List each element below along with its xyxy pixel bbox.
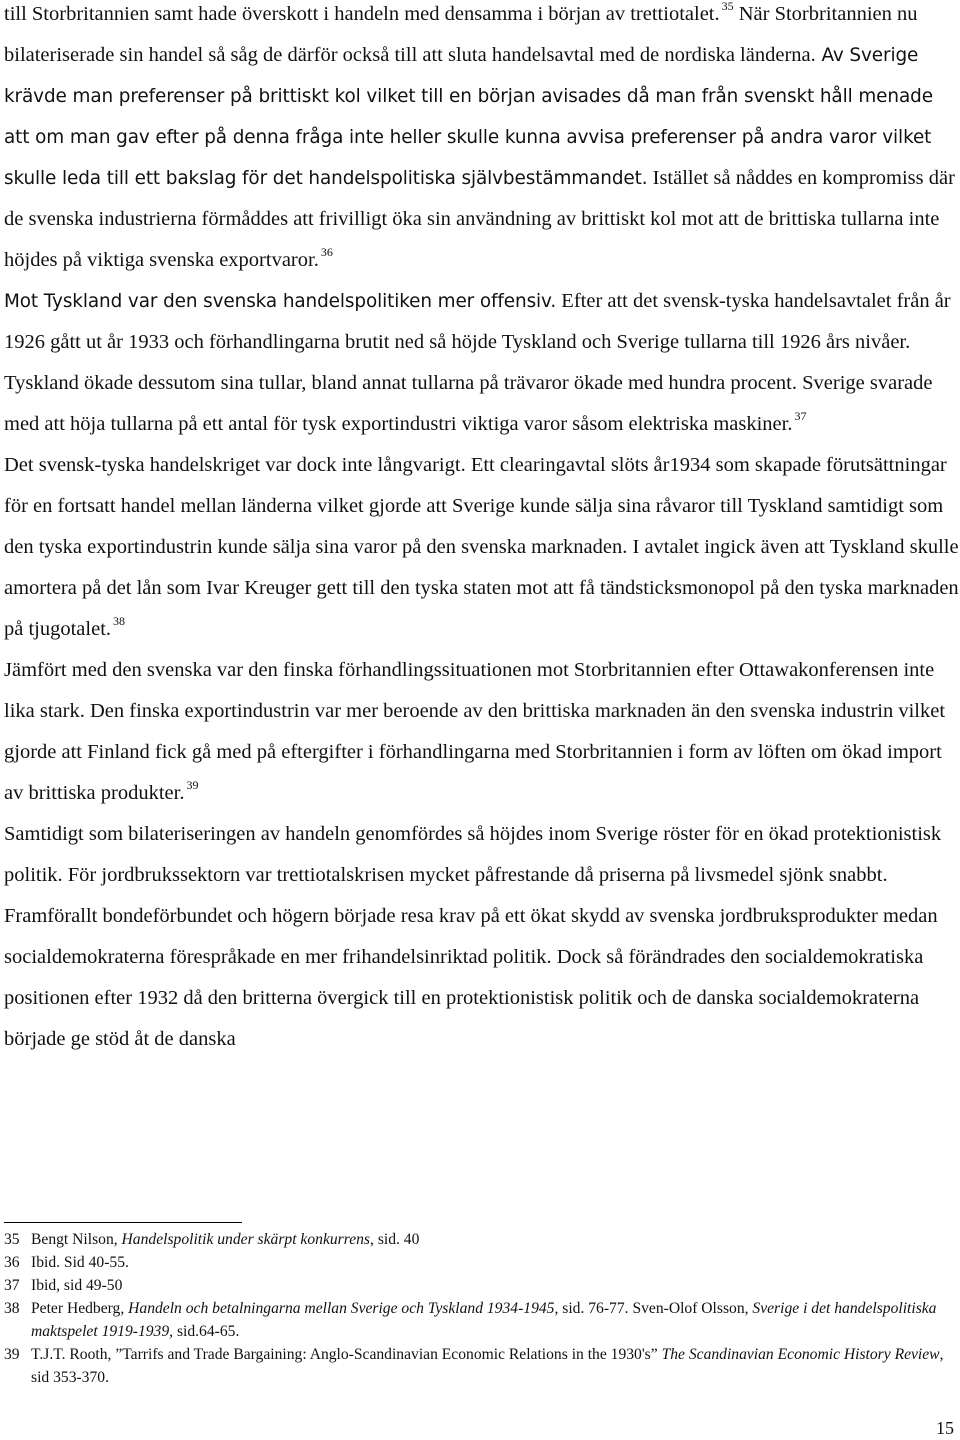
- footnote-title-2: Sverige i det handelspolitiska maktspelet 1919-1939,: [31, 1300, 937, 1340]
- paragraph-1-sentence-1: till Storbritannien samt hade överskott i handeln med densamma i början av trettiotalet.: [4, 3, 720, 25]
- footnote-citation-end: , sid 353-370.: [31, 1346, 944, 1386]
- footnote-35: [4, 1228, 960, 1251]
- body-text: [4, 0, 960, 1060]
- footnote-text: Ibid, sid 49-50: [31, 1277, 123, 1294]
- paragraph-1-sentence-3: Av Sverige krävde man preferenser på brittiskt kol vilket till en början avisades då man från svenskt håll menade att om man gav efter på denna fråga inte heller skulle kunna avvisa preferenser på andra varor vilket skulle leda till ett bakslag för det handelspolitiska självbestämmandet.: [4, 45, 933, 189]
- footnote-37: [4, 1274, 960, 1297]
- footnote-title: Handelspolitik under skärpt konkurrens: [121, 1231, 371, 1248]
- footnote-text: [31, 1228, 960, 1251]
- footnote-number: 35: [4, 1231, 20, 1248]
- paragraph-4-text: Jämfört med den svenska var den finska förhandlingssituationen mot Storbritannien efter Ottawakonferensen inte lika stark. Den finska exportindustrin var mer beroende av den brittiska marknaden än den svenska industrin vilket gjorde att Finland fick gå med på eftergifter i förhandlingarna med Storbritannien i form av löften om ökad import av brittiska produkter.: [4, 659, 946, 804]
- footnote-number: 39: [4, 1346, 20, 1363]
- footnote-ref-36: 36: [320, 244, 333, 259]
- paragraph-2: [4, 281, 960, 445]
- footnote-text: [31, 1297, 960, 1343]
- paragraph-2-sentence-1: Mot Tyskland var den svenska handelspolitiken mer offensiv.: [4, 291, 557, 312]
- footnote-ref-39: 39: [186, 777, 199, 792]
- paragraph-2-text: Efter att det svensk-tyska handelsavtalet från år 1926 gått ut år 1933 och förhandlingarna brutit ned så höjde Tyskland och Sverige tullarna till 1926 års nivåer. Tyskland ökade dessutom sina tullar, bland annat tullarna på trävaror ökade med hundra procent. Sverige svarade med att höja tullarna på ett antal för tysk exportindustri viktiga varor såsom elektriska maskiner.: [4, 290, 951, 435]
- footnote-title: The Scandinavian Economic History Review: [661, 1346, 940, 1363]
- paragraph-1-sentence-2: När Storbritannien nu bilateriserade sin handel så såg de därför också till att sluta handelsavtal med de nordiska länderna.: [4, 3, 918, 66]
- footnote-citation: Peter Hedberg,: [31, 1300, 129, 1317]
- footnote-text: [31, 1343, 960, 1389]
- footnote-ref-35: 35: [721, 0, 734, 13]
- footnote-39: [4, 1343, 960, 1389]
- footnote-divider: [4, 1222, 242, 1223]
- paragraph-3-text: Det svensk-tyska handelskriget var dock inte långvarigt. Ett clearingavtal slöts år1934 som skapade förutsättningar för en fortsatt handel mellan länderna vilket gjorde att Sverige kunde sälja sina råvaror till Tyskland samtidigt som den tyska exportindustrin kunde sälja sina varor på den svenska marknaden. I avtalet ingick även att Tyskland skulle amortera på det lån som Ivar Kreuger gett till den tyska staten mot att få tändsticksmonopol på den tyska marknaden på tjugotalet.: [4, 454, 959, 640]
- paragraph-1-sentence-4: Istället så nåddes en kompromiss där de svenska industrierna förmåddes att frivilligt öka sin användning av brittiskt kol mot att de brittiska tullarna inte höjdes på viktiga svenska exportvaror.: [4, 167, 955, 271]
- footnote-36: [4, 1251, 960, 1274]
- paragraph-1: [4, 0, 960, 281]
- footnote-number: 37: [4, 1277, 20, 1294]
- paragraph-5-text: Samtidigt som bilateriseringen av handeln genomfördes så höjdes inom Sverige röster för en ökad protektionistisk politik. För jordbrukssektorn var trettiotalskrisen mycket påfrestande då priserna på livsmedel sjönk snabbt. Framförallt bondeförbundet och högern började resa krav på ett ökat skydd av svenska jordbruksprodukter medan socialdemokraterna förespråkade en mer frihandelsinriktad politik. Dock så förändrades den socialdemokratiska positionen efter 1932 då den britterna övergick till en protektionistisk politik och de danska socialdemokraterna började ge stöd åt de danska: [4, 823, 942, 1050]
- footnote-citation-mid: , sid. 76-77. Sven-Olof Olsson,: [554, 1300, 753, 1317]
- paragraph-4: [4, 650, 960, 814]
- footnote-citation-end: sid.64-65.: [173, 1323, 240, 1340]
- footnote-citation: Bengt Nilson,: [31, 1231, 122, 1248]
- footnote-ref-37: 37: [794, 408, 807, 423]
- footnote-title: Handeln och betalningarna mellan Sverige och Tyskland 1934-1945: [128, 1300, 555, 1317]
- footnote-text: Ibid. Sid 40-55.: [31, 1254, 129, 1271]
- footnote-number: 36: [4, 1254, 20, 1271]
- footnote-citation-end: , sid. 40: [370, 1231, 420, 1248]
- page-number: 15: [936, 1418, 954, 1438]
- footnote-number: 38: [4, 1300, 20, 1317]
- footnote-38: [4, 1297, 960, 1343]
- footnote-citation: T.J.T. Rooth, ”Tarrifs and Trade Bargaining: Anglo-Scandinavian Economic Relations in the 1930's”: [31, 1346, 662, 1363]
- paragraph-3: [4, 445, 960, 650]
- paragraph-5: [4, 814, 960, 1060]
- footnotes: [4, 1228, 960, 1389]
- footnote-ref-38: 38: [113, 613, 126, 628]
